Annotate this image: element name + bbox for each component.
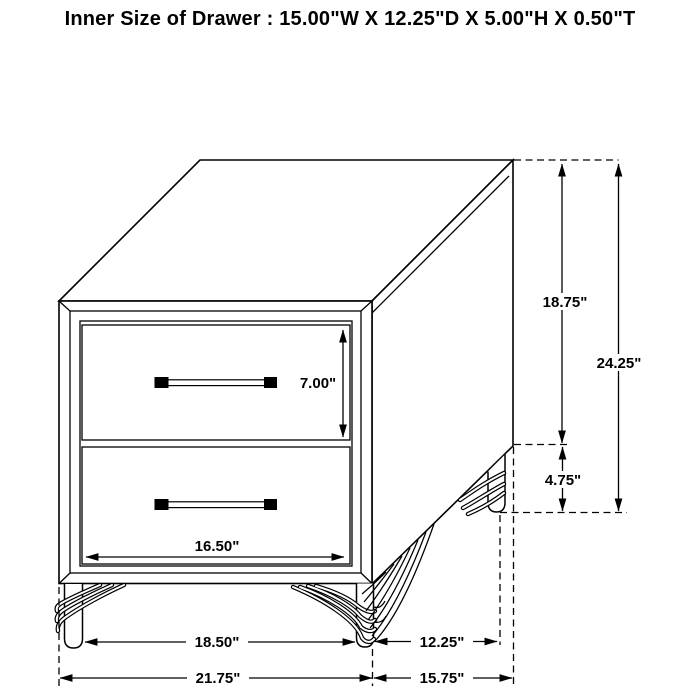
- dim-label-drawer-width: 16.50": [194, 538, 240, 555]
- cabinet-outline: [59, 160, 513, 584]
- dim-label-front-leg-spacing: 18.50": [194, 634, 240, 651]
- dim-label-drawer-height: 7.00": [299, 375, 337, 392]
- dim-label-leg-height: 4.75": [544, 472, 582, 489]
- dim-label-side-leg-spacing: 12.25": [419, 634, 465, 651]
- dim-label-cabinet-height: 18.75": [542, 294, 588, 311]
- page-title: Inner Size of Drawer : 15.00"W X 12.25"D X 5.00"H X 0.50"T: [64, 8, 636, 30]
- dim-label-overall-depth: 15.75": [419, 670, 465, 687]
- dim-label-overall-width: 21.75": [195, 670, 241, 687]
- dim-label-overall-height: 24.25": [596, 355, 642, 372]
